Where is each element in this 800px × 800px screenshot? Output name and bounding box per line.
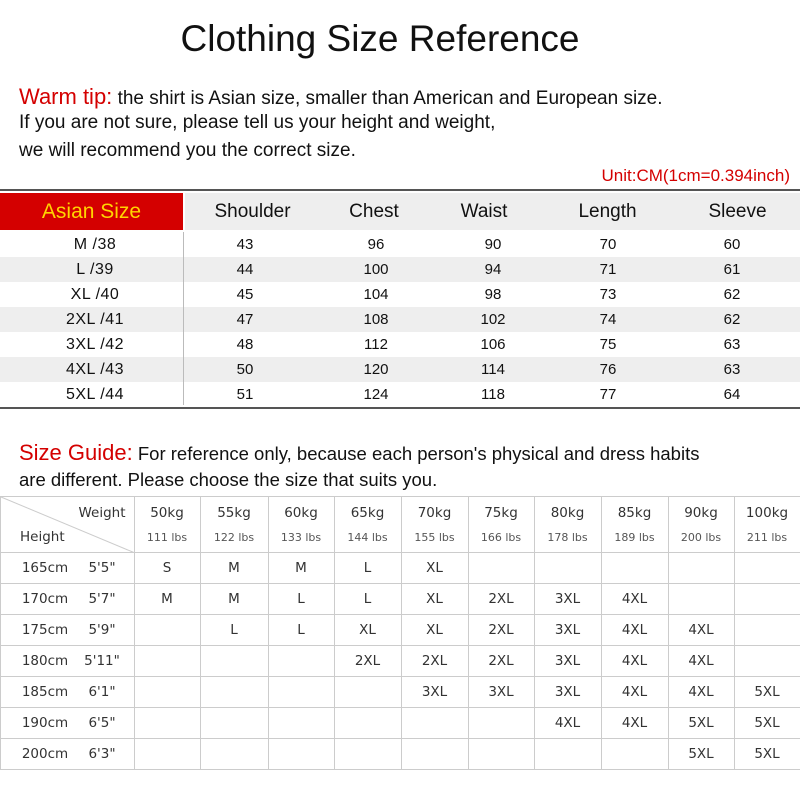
table-cell: 60 [723, 236, 741, 253]
height-ft-label: 5'5" [88, 559, 116, 576]
size-recommendation-cell: 3XL [488, 683, 514, 700]
table-cell: 43 [236, 236, 254, 253]
size-recommendation-cell: 4XL [621, 621, 648, 638]
size-recommendation-cell: 3XL [554, 590, 581, 607]
height-cm-label: 190cm [21, 714, 69, 731]
size-guide-line-2: are different. Please choose the size that suits you. [19, 469, 438, 490]
weight-lbs-header: 189 lbs [614, 530, 655, 544]
table-cell: 104 [363, 286, 389, 303]
size-recommendation-cell: XL [426, 590, 443, 607]
size-recommendation-cell: 4XL [621, 652, 648, 669]
table-cell: 64 [723, 386, 741, 403]
height-ft-label: 5'9" [88, 621, 116, 638]
table-cell: 70 [599, 236, 617, 253]
size-recommendation-cell: L [230, 621, 238, 638]
grid-line-vertical [0, 496, 1, 769]
height-cm-label: 175cm [21, 621, 69, 638]
table-cell: 63 [723, 336, 741, 353]
table-row [0, 357, 800, 382]
header-shoulder: Shoulder [185, 193, 320, 230]
weight-lbs-header: 200 lbs [680, 530, 722, 544]
table-cell: 50 [236, 361, 254, 378]
table-cell: 63 [723, 361, 741, 378]
table-cell: 45 [236, 286, 254, 303]
table-cell: 44 [236, 261, 254, 278]
weight-lbs-header: 122 lbs [213, 530, 255, 544]
table-cell: 62 [723, 286, 741, 303]
warm-tip-line-3: we will recommend you the correct size. [19, 140, 356, 161]
weight-kg-header: 55kg [217, 505, 251, 521]
size-label-cell: XL /40 [70, 285, 120, 303]
table-cell: 108 [363, 311, 389, 328]
size-recommendation-cell: 3XL [554, 621, 581, 638]
table-row [0, 382, 800, 407]
table-cell: 76 [599, 361, 617, 378]
height-ft-label: 6'5" [88, 714, 116, 731]
header-asian-size: Asian Size [0, 193, 183, 230]
header-waist: Waist [428, 193, 540, 230]
size-recommendation-cell: XL [426, 621, 443, 638]
size-recommendation-cell: S [162, 559, 172, 576]
size-label-cell: 2XL /41 [65, 310, 125, 328]
table-cell: 120 [363, 361, 389, 378]
size-guide-label: Size Guide: [19, 440, 133, 465]
weight-kg-header: 60kg [284, 505, 318, 521]
height-cm-label: 185cm [21, 683, 69, 700]
table-cell: 106 [480, 336, 506, 353]
weight-lbs-header: 133 lbs [280, 530, 322, 544]
weight-kg-header: 100kg [745, 505, 789, 521]
size-recommendation-cell: 5XL [754, 745, 780, 762]
size-recommendation-cell: 4XL [621, 714, 648, 731]
weight-lbs-header: 111 lbs [146, 530, 188, 544]
header-chest: Chest [320, 193, 428, 230]
height-ft-label: 5'7" [88, 590, 116, 607]
height-cm-label: 170cm [21, 590, 69, 607]
size-recommendation-cell: 2XL [488, 621, 514, 638]
height-ft-label: 6'3" [88, 745, 116, 762]
size-recommendation-cell: M [161, 590, 173, 607]
table-cell: 51 [236, 386, 254, 403]
size-recommendation-cell: M [228, 559, 240, 576]
size-recommendation-cell: 5XL [688, 714, 714, 731]
weight-kg-header: 75kg [484, 505, 518, 521]
height-ft-label: 5'11" [84, 652, 120, 669]
size-recommendation-cell: 3XL [554, 652, 581, 669]
size-recommendation-cell: 2XL [488, 652, 514, 669]
table-cell: 48 [236, 336, 254, 353]
size-recommendation-cell: 3XL [554, 683, 581, 700]
table-row [0, 307, 800, 332]
size-recommendation-cell: 2XL [488, 590, 514, 607]
size-recommendation-cell: 4XL [688, 621, 714, 638]
table-cell: 94 [484, 261, 502, 278]
size-recommendation-cell: 4XL [621, 590, 648, 607]
size-recommendation-cell: 4XL [688, 652, 714, 669]
weight-kg-header: 90kg [684, 505, 718, 521]
table-cell: 102 [480, 311, 506, 328]
size-recommendation-cell: 5XL [688, 745, 714, 762]
height-ft-label: 6'1" [88, 683, 116, 700]
size-guide-line-1: For reference only, because each person's physical and dress habits [132, 443, 700, 464]
size-label-cell: 4XL /43 [65, 360, 125, 378]
size-recommendation-cell: 4XL [688, 683, 714, 700]
table-cell: 96 [367, 236, 385, 253]
table-header-row [0, 193, 800, 230]
weight-kg-header: 80kg [550, 505, 585, 521]
table-cell: 75 [599, 336, 617, 353]
size-recommendation-cell: 3XL [421, 683, 448, 700]
size-recommendation-cell: M [295, 559, 307, 576]
size-recommendation-cell: 4XL [621, 683, 648, 700]
size-recommendation-cell: 2XL [354, 652, 381, 669]
height-cm-label: 200cm [21, 745, 69, 762]
weight-kg-header: 85kg [617, 505, 652, 521]
size-label-cell: 3XL /42 [65, 335, 125, 353]
table-row [0, 332, 800, 357]
height-cm-label: 180cm [21, 652, 69, 669]
table-cell: 118 [481, 386, 505, 403]
page-title: Clothing Size Reference [180, 18, 580, 59]
size-recommendation-cell: L [363, 559, 372, 576]
table-bottom-border [0, 407, 800, 409]
table-cell: 112 [364, 336, 388, 353]
size-recommendation-cell: 5XL [754, 683, 780, 700]
weight-lbs-header: 155 lbs [414, 530, 455, 544]
size-label-cell: 5XL /44 [65, 385, 125, 403]
table-cell: 61 [723, 261, 741, 278]
weight-header-label: Weight [78, 505, 126, 521]
header-length: Length [540, 193, 675, 230]
table-cell: 77 [599, 386, 617, 403]
table-cell: 114 [481, 361, 505, 378]
size-recommendation-cell: 5XL [754, 714, 780, 731]
table-cell: 98 [484, 286, 502, 303]
size-recommendation-cell: 4XL [554, 714, 581, 731]
weight-lbs-header: 211 lbs [746, 530, 788, 544]
weight-lbs-header: 144 lbs [347, 530, 388, 544]
weight-kg-header: 65kg [350, 505, 385, 521]
table-cell: 74 [599, 311, 617, 328]
size-recommendation-cell: M [228, 590, 240, 607]
size-recommendation-cell: XL [426, 559, 443, 576]
size-recommendation-cell: XL [359, 621, 376, 638]
weight-kg-header: 50kg [150, 505, 184, 521]
grid-line-horizontal [0, 496, 800, 497]
size-recommendation-cell: L [297, 621, 305, 638]
weight-lbs-header: 166 lbs [480, 530, 522, 544]
grid-line-horizontal [0, 769, 800, 770]
size-label-cell: L /39 [76, 260, 114, 278]
size-recommendation-cell: 2XL [421, 652, 448, 669]
header-sleeve: Sleeve [675, 193, 800, 230]
unit-note: Unit:CM(1cm=0.394inch) [601, 166, 790, 185]
table-row [0, 257, 800, 282]
table-cell: 62 [723, 311, 741, 328]
table-row [0, 282, 800, 307]
table-cell: 47 [236, 311, 254, 328]
weight-kg-header: 70kg [417, 505, 452, 521]
table-cell: 73 [599, 286, 617, 303]
table-cell: 90 [484, 236, 502, 253]
size-guide-text [19, 440, 789, 493]
warm-tip-label: Warm tip: [19, 84, 113, 109]
table-top-border [0, 189, 800, 191]
warm-tip-line-2: If you are not sure, please tell us your height and weight, [19, 112, 496, 133]
table-cell: 100 [363, 261, 389, 278]
table-cell: 71 [599, 261, 617, 278]
size-recommendation-cell: L [363, 590, 372, 607]
height-cm-label: 165cm [21, 559, 69, 576]
size-label-cell: M /38 [73, 235, 117, 253]
table-row [0, 232, 800, 257]
table-cell: 124 [363, 386, 389, 403]
size-guide-table [0, 496, 800, 768]
warm-tip-text: the shirt is Asian size, smaller than American and European size. [112, 88, 663, 109]
height-header-label: Height [20, 529, 65, 545]
table-column-divider [183, 232, 184, 405]
weight-lbs-header: 178 lbs [547, 530, 588, 544]
size-recommendation-cell: L [297, 590, 305, 607]
